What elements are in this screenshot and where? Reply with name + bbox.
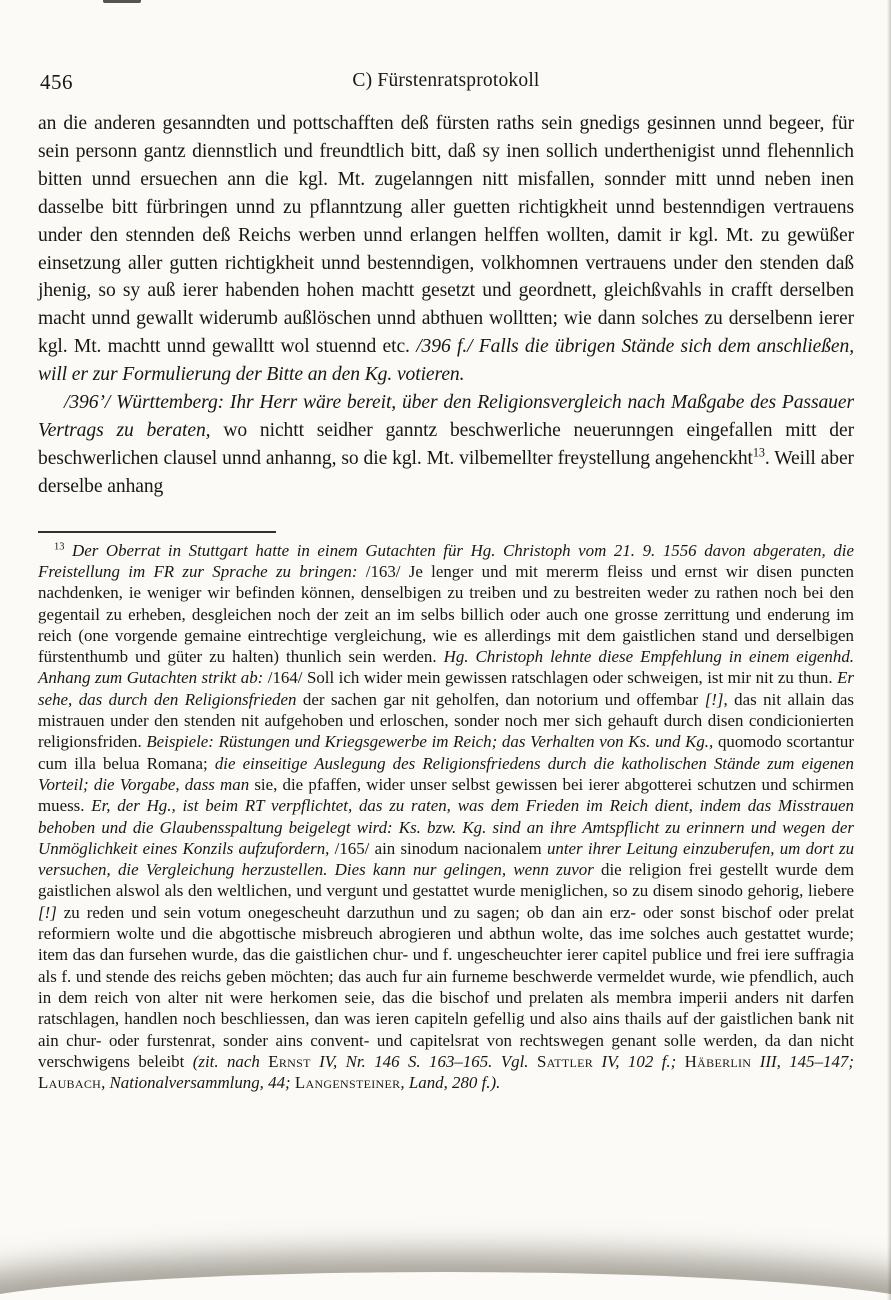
scan-artifact-top-edge [103,0,141,3]
page-content [38,110,854,1093]
scan-edge-right [887,0,891,1300]
page-header [38,70,854,92]
footnote-separator-rule [38,531,276,533]
body-paragraph: /396’/ Württemberg: Ihr Herr wäre bereit, über den Religionsvergleich nach Maßgabe des Passauer Vertrags zu beraten, wo nichtt seidher ganntz beschwerliche neuerunngen eingefallen mitt der beschwerlichen clausel unnd anhanng, so die kgl. Mt. vilbemellter freystellung angehenckht$^{13}$. Weill aber derselbe anhang [38,392,854,497]
running-header-title: C) Fürstenratsprotokoll [352,70,540,91]
page-number: 456 [40,70,73,94]
body-paragraph: an die anderen gesanndten und pottschafften deß fürsten raths sein gnedigs gesinnen unnd begeer, für sein personn gantz diennstlich und freundtlich bitt, daß sy inen sollich underthenigist unnd flehennlich bitten unnd ersuechen ann die kgl. Mt. zugelanngen nitt misfallen, sonnder mitt unnd neben inen dasselbe bitt fürbringen unnd zu pflanntzung aller guetten richtigkheit unnd bestenndigen vertrauens under den stennden deß Reichs werben unnd erlangen helffen wollten, damit ir kgl. Mt. zu gewüßer einsetzung aller gutten richtigkheit unnd bestenndigen, volkhomnen vertrauens under den stenden daß jhenig, so sy auß ierer habenden hohen machtt gesetzt und geordnett, gleichßvahls in crafft derselben macht unnd gewallt widerumb außlöschen unnd abthuen wolltten; wie dann solches zu derselbenn ierer kgl. Mt. machtt unnd gewalltt wol stuennd etc. /396 f./ Falls die übrigen Stände sich dem anschließen, will er zur Formulierung der Bitte an den Kg. votieren. [38,113,855,386]
main-text [38,110,854,501]
footnote-text: $^{13}$ Der Oberrat in Stuttgart hatte in einem Gutachten für Hg. Christoph vom 21. 9. 1556 davon abgeraten, die Freistellung im FR zur Sprache zu bringen: /163/ Je lenger und mit mererm fleiss und ernst wir disen puncten nachdenken, ie weniger wir befinden können, denselbigen zu treiben und zu bestreiten weder zu rathen noch bei den gegentail zu erheben, desgleichen noch der zeit an im selbs billich oder auch one grosse zerrittung und enderung im reich (one vorgende gemaine eintrechtige vergleichung, wie es allerdings mit dem gaistlichen stand und derselbigen fürstenthumb und güter zu halten) thunlich sein werden. Hg. Christoph lehnte diese Empfehlung in einem eigenhd. Anhang zum Gutachten strikt ab: /164/ Soll ich wider mein gewissen ratschlagen oder schweigen, ist mir nit zu thun. Er sehe, das durch den Religionsfrieden der sachen gar nit geholfen, dan notorium und offembar [!], das nit allain das mistrauen under den stenden nit aufgehoben und erloschen, sonder noch mer sich gehauft durch disen condicionierten religionsfriden. Beispiele: Rüstungen und Kriegsgewerbe im Reich; das Verhalten von Ks. und Kg., quomodo scortantur cum illa belua Romana; die einseitige Auslegung des Religionsfriedens durch die katholischen Stände zum eigenen Vorteil; die Vorgabe, dass man sie, die pfaffen, wider unser selbst gewissen bei ierer abgotterei schutzen und schirmen muess. Er, der Hg., ist beim RT verpflichtet, das zu raten, was dem Frieden im Reich dient, indem das Misstrauen behoben und die Glaubensspaltung beigelegt wird: Ks. bzw. Kg. sind an ihre Amtspflicht zu erinnern und wegen der Unmöglichkeit eines Konzils aufzufordern, /165/ ain sinodum nacionalem unter ihrer Leitung einzuberufen, um dort zu versuchen, die Vergleichung herzustellen. Dies kann nur gelingen, wenn zuvor die religion frei gestellt wurde dem gaistlichen alswol als den weltlichen, und vergunt und gestattet wurde meniglichen, so zu disem sinodo gehorig, liebere [!] zu reden und sein votum onegescheuht darzuthun und zu sagen; ob dan ain erz- oder sonst bischof oder prelat reformiern wolte und die abgottische misbreuch abrogieren und abthun wolte, das ime solches auch gestattet wurde; item das dan fursehen wurde, das die gaistlichen chur- und f. ungescheuchter ierer capitel publice und frei iere suffragia als f. und stende des reichs geben möchten; das auch fur ain furneme beschwerde vermeldet wurde, wie pfendlich, auch in dem reich von alter nit were herkomen seie, das die bischof und prelaten als membra imperii anders nit darfen ratschlagen, handlen noch beschliessen, dan was ieren capiteln gefellig und also ains thails auf der gaistlichen bank nit ain chur- oder furstenrat, sonder ains convent- und capitelsrat von rechtswegen genant solle werden, da dan nicht verschwigens beleibt (zit. nach Ernst IV, Nr. 146 S. 163–165. Vgl. Sattler IV, 102 f.; Häberlin III, 145–147; Laubach, Nationalversammlung, 44; Langensteiner, Land, 280 f.). [38,540,855,1093]
scan-shadow-bottom-edge [0,1272,891,1300]
footnote-section [38,540,854,1094]
